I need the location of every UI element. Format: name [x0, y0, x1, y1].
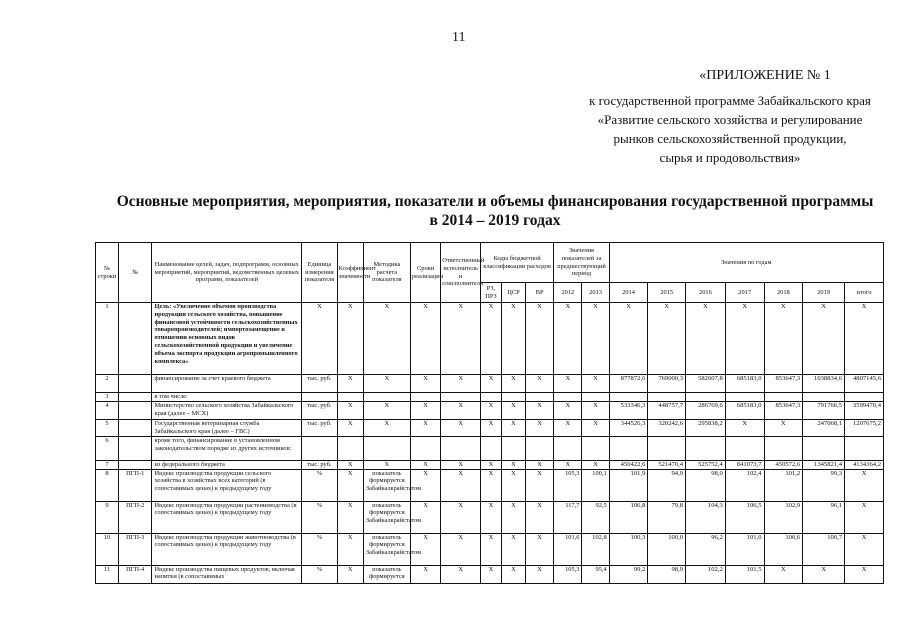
name-cell: в том числе: [152, 393, 302, 402]
table-row [96, 501, 884, 533]
document-title [100, 192, 890, 230]
term-cell: X [410, 533, 440, 565]
value-2013-cell: 100,1 [582, 469, 609, 501]
value-2015-cell: 98,9 [648, 565, 686, 583]
coefficient-cell: X [337, 460, 363, 469]
method-cell: показатель формируется [363, 565, 410, 583]
unit-cell: тыс. руб. [302, 401, 338, 419]
header-responsible: Ответственный исполнитель и соисполнители [441, 243, 481, 303]
code-cell [119, 419, 152, 436]
value-2016-cell: 104,3 [686, 501, 726, 533]
table-row [96, 565, 884, 583]
name-cell: Индекс производства продукции животноводства (в сопоставимых ценах) к предыдущему году [152, 533, 302, 565]
value-2019-cell: X [803, 303, 845, 375]
total-cell: X [845, 533, 884, 565]
rz-cell: X [481, 303, 502, 375]
value-2013-cell: 95,4 [582, 565, 609, 583]
row-number-cell: 8 [96, 469, 119, 501]
total-cell [845, 393, 884, 402]
value-2019-cell: 99,3 [803, 469, 845, 501]
value-2016-cell: 96,2 [686, 533, 726, 565]
name-cell: Министерство сельского хозяйства Забайкальского края (далее – МСХ) [152, 401, 302, 419]
table-row [96, 460, 884, 469]
unit-cell: % [302, 565, 338, 583]
vr-cell: X [525, 303, 553, 375]
unit-cell: % [302, 533, 338, 565]
value-2017-cell: 106,5 [725, 501, 764, 533]
appendix-title: «ПРИЛОЖЕНИЕ № 1 [699, 68, 831, 83]
value-2018-cell: 450572,6 [764, 460, 803, 469]
vr-cell: X [525, 375, 553, 393]
table-body [96, 303, 884, 584]
value-2012-cell [554, 436, 582, 460]
row-number-cell: 10 [96, 533, 119, 565]
vr-cell: X [525, 533, 553, 565]
vr-cell: X [525, 469, 553, 501]
row-number-cell: 3 [96, 393, 119, 402]
unit-cell: % [302, 469, 338, 501]
term-cell: X [410, 303, 440, 375]
value-2015-cell [648, 393, 686, 402]
coefficient-cell: X [337, 501, 363, 533]
unit-cell: тыс. руб. [302, 375, 338, 393]
row-number-cell: 4 [96, 401, 119, 419]
method-cell [363, 393, 410, 402]
value-2013-cell: 102,8 [582, 533, 609, 565]
program-table [95, 242, 884, 584]
value-2015-cell: X [648, 303, 686, 375]
rz-cell [481, 436, 502, 460]
name-cell: кроме того, финансирование в установленном законодательством порядке из других источников: [152, 436, 302, 460]
csr-cell: X [501, 419, 525, 436]
header-rz: РЗ, ПРЗ [481, 283, 502, 303]
value-2016-cell: 98,0 [686, 469, 726, 501]
header-method: Методика расчета показателя [363, 243, 410, 303]
header-year-2012: 2012 [554, 283, 582, 303]
header-year-2015: 2015 [648, 283, 686, 303]
term-cell [410, 436, 440, 460]
value-2016-cell [686, 393, 726, 402]
value-2014-cell: 450422,6 [609, 460, 648, 469]
csr-cell: X [501, 565, 525, 583]
method-cell: X [363, 303, 410, 375]
value-2013-cell [582, 436, 609, 460]
value-2015-cell: 100,0 [648, 533, 686, 565]
total-cell: X [845, 565, 884, 583]
responsible-cell: X [441, 565, 481, 583]
coefficient-cell: X [337, 375, 363, 393]
value-2015-cell: 448757,7 [648, 401, 686, 419]
method-cell: X [363, 419, 410, 436]
value-2013-cell: X [582, 419, 609, 436]
coefficient-cell: X [337, 565, 363, 583]
value-2018-cell: X [764, 565, 803, 583]
table-row [96, 393, 884, 402]
method-cell: показатель формируется Забайкалкрайстатом [363, 501, 410, 533]
value-2017-cell: 685183,0 [725, 375, 764, 393]
method-cell: X [363, 401, 410, 419]
total-cell: 4134364,2 [845, 460, 884, 469]
value-2015-cell: 79,8 [648, 501, 686, 533]
code-cell [119, 401, 152, 419]
csr-cell [501, 436, 525, 460]
header-term: Сроки реализации [410, 243, 440, 303]
csr-cell: X [501, 375, 525, 393]
code-cell [119, 393, 152, 402]
value-2012-cell: X [554, 303, 582, 375]
coefficient-cell: X [337, 419, 363, 436]
value-2012-cell: 105,3 [554, 565, 582, 583]
rz-cell: X [481, 401, 502, 419]
appendix-line: рынков сельскохозяйственной продукции, [613, 131, 847, 146]
value-2015-cell [648, 436, 686, 460]
value-2017-cell: X [725, 419, 764, 436]
value-2019-cell [803, 436, 845, 460]
csr-cell: X [501, 501, 525, 533]
value-2018-cell: 853647,3 [764, 401, 803, 419]
value-2017-cell: 685183,0 [725, 401, 764, 419]
csr-cell: X [501, 533, 525, 565]
header-year-2017: 2017 [725, 283, 764, 303]
term-cell: X [410, 469, 440, 501]
term-cell: X [410, 375, 440, 393]
unit-cell: тыс. руб. [302, 419, 338, 436]
document-title-line: Основные мероприятия, мероприятия, показатели и объемы финансирования государственной программы [116, 193, 874, 210]
rz-cell [481, 393, 502, 402]
coefficient-cell: X [337, 533, 363, 565]
value-2018-cell [764, 393, 803, 402]
table-row [96, 419, 884, 436]
value-2014-cell: 100,3 [609, 533, 648, 565]
value-2014-cell [609, 436, 648, 460]
rz-cell: X [481, 419, 502, 436]
appendix-line: сырья и продовольствия» [659, 150, 801, 165]
header-csr: ЦСР [501, 283, 525, 303]
value-2012-cell: 101,6 [554, 533, 582, 565]
table-row [96, 303, 884, 375]
coefficient-cell [337, 393, 363, 402]
value-2014-cell [609, 393, 648, 402]
rz-cell: X [481, 469, 502, 501]
term-cell [410, 393, 440, 402]
unit-cell: тыс. руб. [302, 460, 338, 469]
row-number-cell: 5 [96, 419, 119, 436]
vr-cell: X [525, 401, 553, 419]
value-2016-cell: 582607,8 [686, 375, 726, 393]
header-year-2013: 2013 [582, 283, 609, 303]
page-number: 11 [452, 30, 466, 45]
unit-cell: X [302, 303, 338, 375]
value-2014-cell: 877872,6 [609, 375, 648, 393]
value-2014-cell: X [609, 303, 648, 375]
vr-cell: X [525, 419, 553, 436]
appendix-line: к государственной программе Забайкальского края [589, 93, 871, 108]
value-2017-cell: X [725, 303, 764, 375]
value-2013-cell: X [582, 375, 609, 393]
name-cell: Индекс производства пищевых продуктов, включая напитки (в сопоставимых [152, 565, 302, 583]
value-2013-cell: 92,5 [582, 501, 609, 533]
header-total: итого [845, 283, 884, 303]
header-year-2016: 2016 [686, 283, 726, 303]
vr-cell [525, 436, 553, 460]
term-cell: X [410, 460, 440, 469]
total-cell: 3599470,4 [845, 401, 884, 419]
total-cell: 4807145,6 [845, 375, 884, 393]
csr-cell: X [501, 469, 525, 501]
header-year-2014: 2014 [609, 283, 648, 303]
value-2018-cell [764, 436, 803, 460]
method-cell: показатель формируется Забайкалкрайстатом [363, 533, 410, 565]
value-2013-cell: X [582, 303, 609, 375]
responsible-cell: X [441, 469, 481, 501]
csr-cell: X [501, 401, 525, 419]
coefficient-cell [337, 436, 363, 460]
row-number-cell: 9 [96, 501, 119, 533]
value-2018-cell: X [764, 303, 803, 375]
total-cell: 1207675,2 [845, 419, 884, 436]
total-cell: X [845, 303, 884, 375]
responsible-cell: X [441, 401, 481, 419]
value-2019-cell: 791766,5 [803, 401, 845, 419]
code-cell [119, 436, 152, 460]
header-budget-codes: Коды бюджетной классификации расходов [481, 243, 554, 283]
value-2015-cell: 521470,4 [648, 460, 686, 469]
table-row [96, 401, 884, 419]
value-2017-cell: 101,0 [725, 533, 764, 565]
responsible-cell: X [441, 460, 481, 469]
name-cell: Индекс производства продукции сельского хозяйства в хозяйствах всех категорий (в сопоставимых ценах) к предыдущему году [152, 469, 302, 501]
table-row [96, 436, 884, 460]
value-2013-cell [582, 393, 609, 402]
rz-cell: X [481, 501, 502, 533]
responsible-cell: X [441, 375, 481, 393]
vr-cell: X [525, 460, 553, 469]
responsible-cell: X [441, 303, 481, 375]
code-cell [119, 460, 152, 469]
value-2017-cell: 102,4 [725, 469, 764, 501]
value-2012-cell: X [554, 460, 582, 469]
responsible-cell: X [441, 533, 481, 565]
value-2019-cell: X [803, 565, 845, 583]
value-2012-cell: X [554, 401, 582, 419]
unit-cell: % [302, 501, 338, 533]
document-title-line: в 2014 – 2019 годах [429, 212, 561, 229]
vr-cell: X [525, 501, 553, 533]
value-2015-cell: 94,9 [648, 469, 686, 501]
method-cell: показатель формируется Забайкалкрайстатом [363, 469, 410, 501]
header-year-2018: 2018 [764, 283, 803, 303]
responsible-cell [441, 393, 481, 402]
method-cell: X [363, 375, 410, 393]
code-cell [119, 303, 152, 375]
term-cell: X [410, 419, 440, 436]
header-vr: ВР [525, 283, 553, 303]
csr-cell: X [501, 303, 525, 375]
value-2017-cell [725, 393, 764, 402]
table-row [96, 469, 884, 501]
responsible-cell [441, 436, 481, 460]
name-cell: Индекс производства продукции растениеводства (в сопоставимых ценах) к предыдущему году [152, 501, 302, 533]
total-cell: X [845, 501, 884, 533]
total-cell: X [845, 469, 884, 501]
name-cell: из федерального бюджета [152, 460, 302, 469]
header-previous-period: Значения показателей за предшествующий период [554, 243, 609, 283]
method-cell: X [363, 460, 410, 469]
csr-cell: X [501, 460, 525, 469]
value-2012-cell: X [554, 419, 582, 436]
value-2017-cell [725, 436, 764, 460]
rz-cell: X [481, 375, 502, 393]
value-2014-cell: 106,8 [609, 501, 648, 533]
vr-cell [525, 393, 553, 402]
table-row [96, 375, 884, 393]
row-number-cell: 2 [96, 375, 119, 393]
value-2019-cell: 1038834,6 [803, 375, 845, 393]
rz-cell: X [481, 533, 502, 565]
responsible-cell: X [441, 501, 481, 533]
value-2016-cell: 295838,2 [686, 419, 726, 436]
appendix-line: «Развитие сельского хозяйства и регулирование [597, 112, 863, 127]
value-2014-cell: 344526,3 [609, 419, 648, 436]
header-unit: Единица измерения показателя [302, 243, 338, 303]
name-cell: Государственная ветеринарная служба Забайкальского края (далее – ГВС) [152, 419, 302, 436]
value-2014-cell: 533346,3 [609, 401, 648, 419]
code-cell: ПГП-2 [119, 501, 152, 533]
value-2018-cell: 102,9 [764, 501, 803, 533]
coefficient-cell: X [337, 303, 363, 375]
value-2018-cell: 853647,3 [764, 375, 803, 393]
value-2012-cell: X [554, 375, 582, 393]
term-cell: X [410, 401, 440, 419]
name-cell: Цель: «Увеличение объемов производства продукции сельского хозяйства, повышение финансовой устойчивости сельскохозяйственных товаропроизводителей; импортозамещение в отношении основных видов сельскохозяйственной продукции и увеличение объема экспорта продукции агропромышленного комплекса» [152, 303, 302, 375]
csr-cell [501, 393, 525, 402]
value-2019-cell: 247068,1 [803, 419, 845, 436]
code-cell: ПГП-1 [119, 469, 152, 501]
coefficient-cell: X [337, 401, 363, 419]
method-cell [363, 436, 410, 460]
total-cell [845, 436, 884, 460]
term-cell: X [410, 501, 440, 533]
rz-cell: X [481, 565, 502, 583]
row-number-cell: 7 [96, 460, 119, 469]
value-2013-cell: X [582, 460, 609, 469]
table-row [96, 533, 884, 565]
name-cell: финансирование за счет краевого бюджета [152, 375, 302, 393]
code-cell [119, 375, 152, 393]
unit-cell [302, 436, 338, 460]
unit-cell [302, 393, 338, 402]
row-number-cell: 6 [96, 436, 119, 460]
row-number-cell: 1 [96, 303, 119, 375]
header-coefficient: Коэффициент значимости [337, 243, 363, 303]
value-2016-cell: 286769,6 [686, 401, 726, 419]
appendix-block [560, 66, 900, 167]
header-values-by-year: Значения по годам [609, 243, 883, 283]
value-2014-cell: 101,9 [609, 469, 648, 501]
value-2012-cell: 117,7 [554, 501, 582, 533]
coefficient-cell: X [337, 469, 363, 501]
vr-cell: X [525, 565, 553, 583]
value-2016-cell [686, 436, 726, 460]
header-year-2019: 2019 [803, 283, 845, 303]
code-cell: ПГП-4 [119, 565, 152, 583]
code-cell: ПГП-3 [119, 533, 152, 565]
value-2019-cell: 1345821,4 [803, 460, 845, 469]
value-2016-cell: 525752,4 [686, 460, 726, 469]
term-cell: X [410, 565, 440, 583]
responsible-cell: X [441, 419, 481, 436]
value-2019-cell [803, 393, 845, 402]
header-code: № [119, 243, 152, 303]
rz-cell: X [481, 460, 502, 469]
header-row-no: № строки [96, 243, 119, 303]
value-2019-cell: 100,7 [803, 533, 845, 565]
value-2018-cell: 101,2 [764, 469, 803, 501]
row-number-cell: 11 [96, 565, 119, 583]
value-2016-cell: 102,2 [686, 565, 726, 583]
value-2014-cell: 99,2 [609, 565, 648, 583]
value-2017-cell: 101,5 [725, 565, 764, 583]
value-2015-cell: 769000,3 [648, 375, 686, 393]
value-2019-cell: 96,1 [803, 501, 845, 533]
value-2012-cell [554, 393, 582, 402]
value-2018-cell: X [764, 419, 803, 436]
value-2016-cell: X [686, 303, 726, 375]
header-name: Наименование целей, задач, подпрограмм, основных мероприятий, мероприятий, ведомственных целевых программ, показателей [152, 243, 302, 303]
value-2012-cell: 105,3 [554, 469, 582, 501]
value-2013-cell: X [582, 401, 609, 419]
value-2018-cell: 100,6 [764, 533, 803, 565]
value-2017-cell: 841073,7 [725, 460, 764, 469]
value-2015-cell: 320242,6 [648, 419, 686, 436]
